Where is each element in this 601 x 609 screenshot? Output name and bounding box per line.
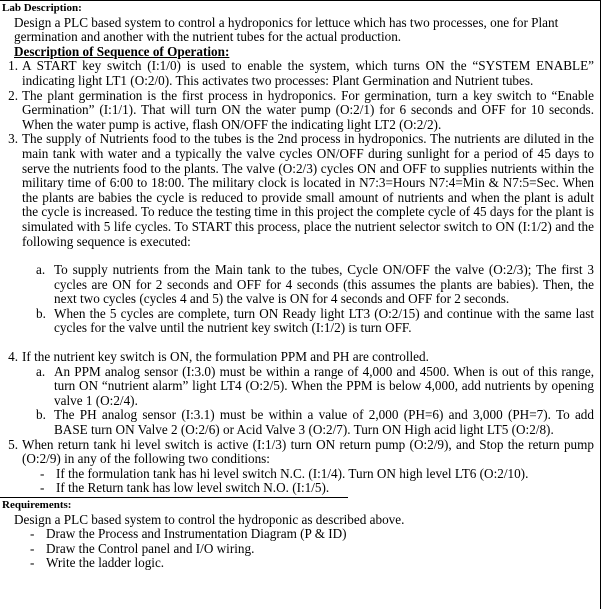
requirements-list [0, 527, 600, 571]
sequence-item-2 [0, 89, 600, 133]
sub-item-text: To supply nutrients from the Main tank to the tubes, Cycle ON/OFF the valve (O:2/3); The first 3 cycles are ON for 2 seconds and OFF for 4 seconds (this assumes the plants are babies). Then, the next two cycles (cycles 4 and 5) the valve is ON for 4 seconds and OFF for 2 seconds. [54, 262, 594, 307]
sequence-item-5 [0, 438, 600, 467]
sequence-item-3b [0, 307, 600, 336]
item-text: The supply of Nutrients food to the tubes is the 2nd process in hydroponics. The nutrients are diluted in the main tank with water and a typically the valve cycles ON/OFF during sunlight for a period of 45 days to serve the nutrients food to the plants. The valve (O:2/3) cycles ON and OFF to supplies nutrients within the military time of 6:00 to 18:00. The military clock is located in N7:3=Hours N7:4=Min & N7:5=Sec. When the plants are babies the cycle is reduced to provide small amount of nutrients and when the plant is adult the cycle is increased. To reduce the testing time in this project the complete cycle of 45 days for the plant is simulated with 5 life cycles. To START this process, place the nutrient selector switch to ON (I:1/2) and the following sequence is executed: [22, 131, 594, 249]
requirements-heading: Requirements: [2, 499, 72, 511]
sub-item-letter: b. [36, 407, 46, 423]
condition-text: If the Return tank has low level switch N.O. (I:1/5). [56, 480, 330, 496]
condition-text: If the formulation tank has hi level switch N.C. (I:1/4). Turn ON high level LT6 (O:2/10). [56, 465, 529, 481]
dash-bullet: - [40, 480, 45, 496]
sequence-item-4 [0, 350, 600, 365]
sequence-item-5-condition-2 [0, 481, 600, 496]
requirement-item [0, 542, 600, 557]
dash-bullet: - [30, 540, 35, 556]
sub-item-letter: a. [36, 363, 46, 379]
item-text: When return tank hi level switch is active (I:1/3) turn ON return pump (O:2/9), and Stop the return pump (O:2/9) in any of the following two conditions: [22, 436, 594, 467]
sequence-item-4a [0, 365, 600, 409]
requirement-item [0, 556, 600, 571]
dash-bullet: - [30, 555, 35, 571]
sequence-heading: Description of Sequence of Operation: [14, 43, 230, 59]
sequence-item-3 [0, 132, 600, 249]
requirements-intro: Design a PLC based system to control the hydroponic as described above. [14, 511, 405, 527]
item-number: 4. [8, 349, 18, 365]
requirement-text: Draw the Control panel and I/O wiring. [46, 540, 255, 556]
sub-item-letter: b. [36, 305, 46, 321]
requirement-text: Write the ladder logic. [46, 555, 165, 571]
sequence-item-4b [0, 408, 600, 437]
spacer [0, 249, 600, 263]
dash-bullet: - [30, 526, 35, 542]
sub-item-text: When the 5 cycles are complete, turn ON Ready light LT3 (O:2/15) and continue with the same last cycles for the valve until the nutrient key switch (I:1/2) is turn OFF. [54, 305, 594, 336]
requirement-text: Draw the Process and Instrumentation Diagram (P & ID) [46, 526, 347, 542]
item-number: 1. [8, 58, 18, 74]
item-number: 2. [8, 87, 18, 103]
spacer [0, 336, 600, 350]
sub-item-text: The PH analog sensor (I:3.1) must be within a value of 2,000 (PH=6) and 3,000 (PH=7). To add BASE turn ON Valve 2 (O:2/6) or Acid Valve 3 (O:2/7). Turn ON High acid light LT5 (O:2/8). [54, 407, 594, 438]
item-number: 5. [8, 436, 18, 452]
sub-item-letter: a. [36, 262, 46, 278]
item-text: If the nutrient key switch is ON, the formulation PPM and PH are controlled. [22, 349, 429, 365]
item-text: A START key switch (I:1/0) is used to enable the system, which turns ON the “SYSTEM ENABLE” indicating light LT1 (O:2/0). This activates two processes: Plant Germination and Nutrient tubes. [22, 58, 594, 88]
requirement-item [0, 527, 600, 542]
sub-item-text: An PPM analog sensor (I:3.0) must be within a range of 4,000 and 4500. When is out of this range, turn ON “nutrient alarm” light LT4 (O:2/5). When the PPM is below 4,000, add nutrients by opening valve 1 (O:2/4). [54, 363, 594, 408]
item-number: 3. [8, 131, 18, 147]
sequence-item-5-condition-1 [0, 467, 600, 482]
item-text: The plant germination is the first process in hydroponics. For germination, turn a key switch to “Enable Germination” (I:1/1). That will turn ON the water pump (O:2/1) for 6 seconds and OFF for 10 seconds. When the water pump is active, flash ON/OFF the indicating light LT2 (O:2/2). [22, 87, 594, 132]
sequence-item-1 [0, 59, 600, 88]
dash-bullet: - [40, 465, 45, 481]
lab-description-heading: Lab Description: [2, 2, 82, 14]
lab-intro-paragraph: Design a PLC based system to control a hydroponics for lettuce which has two processes, one for Plant germination and another with the nutrient tubes for the actual production. [14, 14, 559, 45]
sequence-item-3a [0, 263, 600, 307]
